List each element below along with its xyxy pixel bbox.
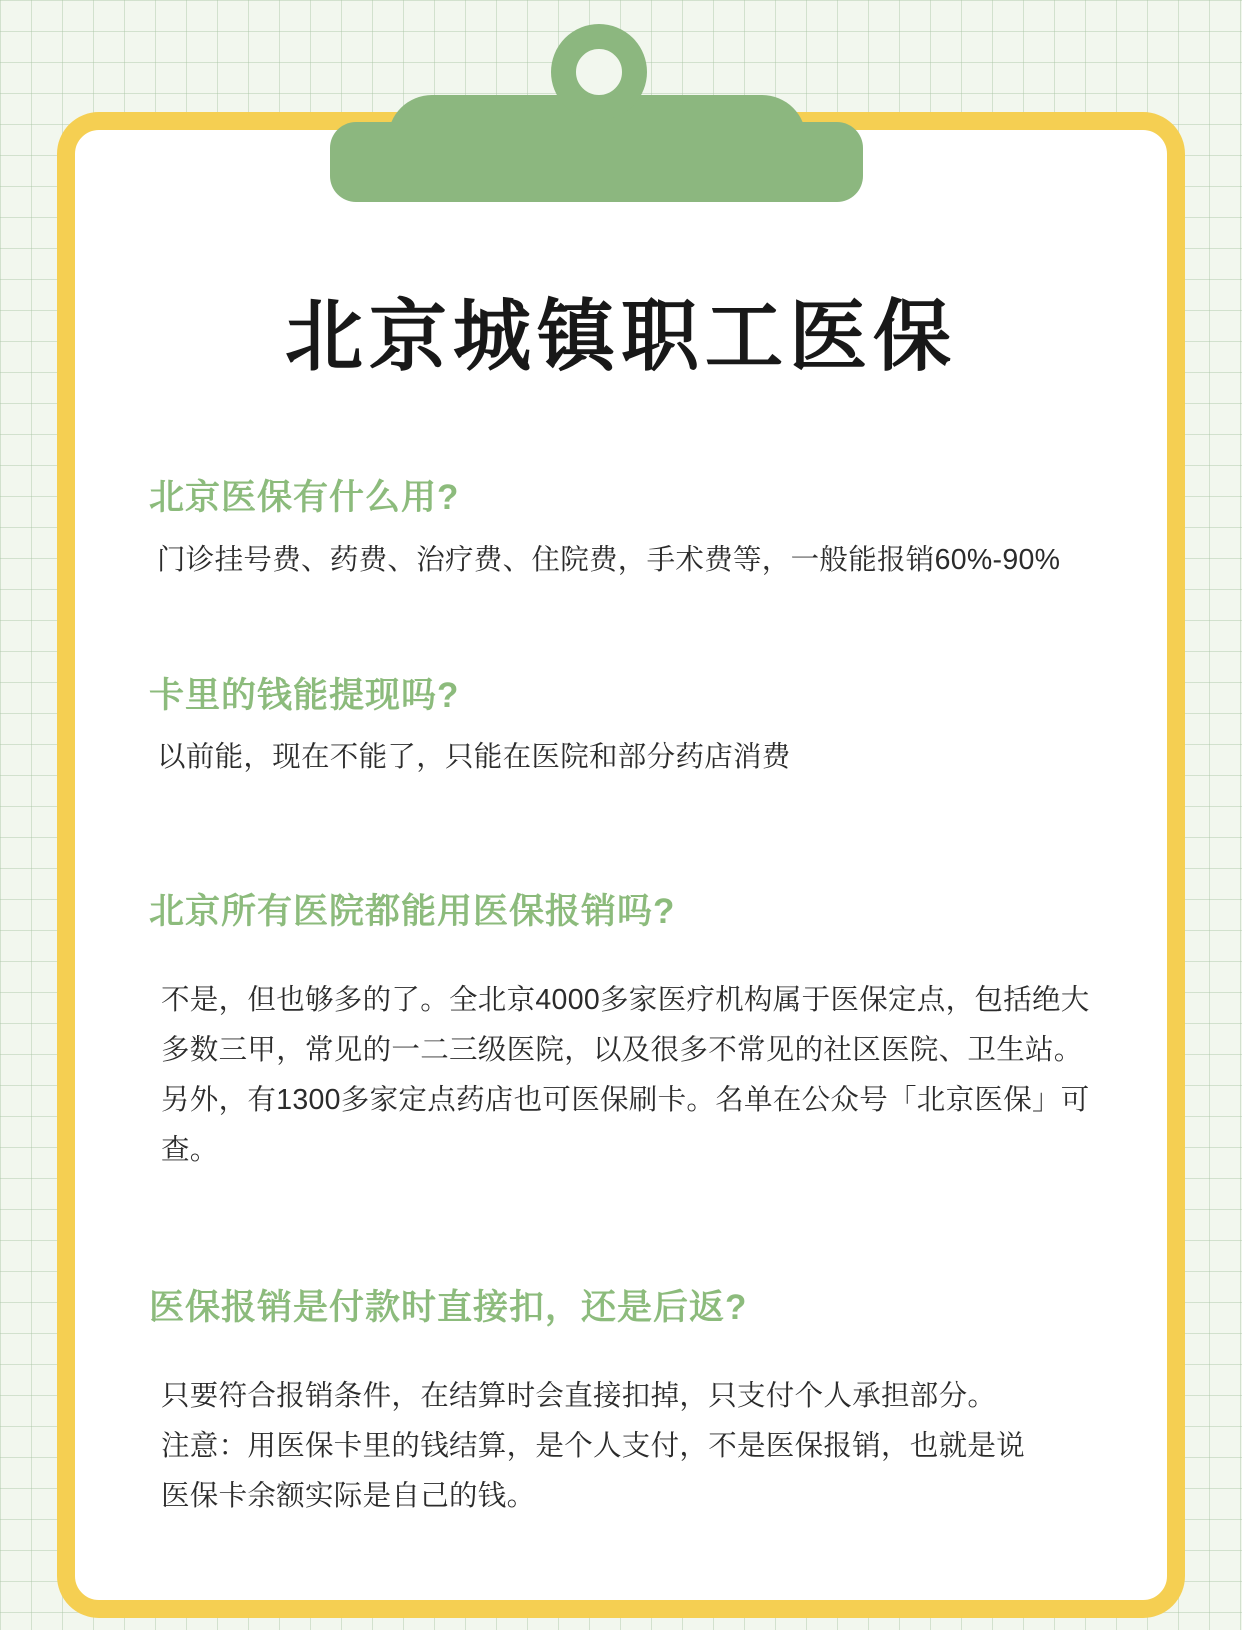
question-1: 北京医保有什么用? [149,478,460,517]
answer-2: 以前能，现在不能了，只能在医院和部分药店消费 [157,741,791,774]
qa-block-2 [149,670,1093,780]
spacer [149,592,1093,670]
clipboard-clip-bar [330,122,863,202]
poster-paper [87,142,1155,1588]
answer-3: 不是，但也够多的了。全北京4000多家医疗机构属于医保定点，包括绝大多数三甲，常见的一二三级医院，以及很多不常见的社区医院、卫生站。另外，有1300多家定点药店也可医保刷卡。名单在公众号「北京医保」可查。 [161,984,1090,1166]
question-4: 医保报销是付款时直接扣，还是后返? [149,1287,748,1327]
qa-block-3 [149,886,1093,1176]
question-2: 卡里的钱能提现吗? [149,675,460,715]
spacer [149,790,1093,886]
spacer [149,952,1093,976]
spacer [149,1186,1093,1282]
question-3: 北京所有医院都能用医保报销吗? [149,891,676,931]
answer-4-line-1: 只要符合报销条件，在结算时会直接扣掉，只支付个人承担部分。 [161,1380,997,1413]
clipboard [57,112,1185,1618]
page-title: 北京城镇职工医保 [284,292,957,382]
qa-block-4 [149,1282,1093,1522]
answer-4-line-2: 注意：用医保卡里的钱结算，是个人支付，不是医保报销，也就是说 [161,1430,1026,1462]
poster-content [87,142,1155,1588]
qa-block-1 [149,472,1093,582]
clipboard-clip-ring-icon [551,24,647,120]
spacer [149,1348,1093,1372]
answer-4-line-3: 医保卡余额实际是自己的钱。 [161,1479,536,1512]
answer-1: 门诊挂号费、药费、治疗费、住院费，手术费等，一般能报销60%-90% [157,543,1061,576]
